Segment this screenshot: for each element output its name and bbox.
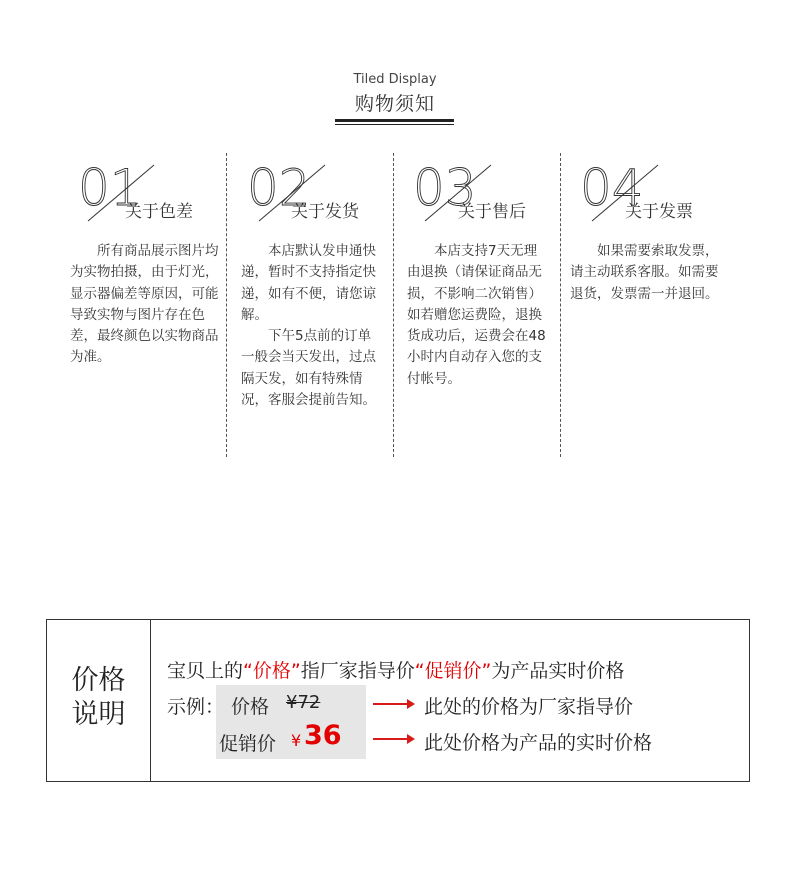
notice-paragraph: 如果需要索取发票，请主动联系客服。如需要退货，发票需一并退回。 [570,243,719,302]
quoted-promo: “促销价” [414,660,492,682]
promo-currency: ¥ [291,731,302,750]
notice-after-sales [407,155,567,455]
notice-invoice [570,155,730,455]
price-explanation-label [47,664,150,732]
example-label: 示例： [167,696,225,718]
notice-color-difference [70,155,230,455]
notice-title: 关于售后 [458,202,526,222]
notice-title: 关于发货 [291,202,359,222]
example-promo-price: 36 [304,720,342,751]
notice-title: 关于发票 [625,202,693,222]
notice-title: 关于色差 [125,202,193,222]
label-line-2: 说明 [71,699,126,730]
price-definition-line [167,656,624,683]
explain-promo-price: 此处价格为产品的实时价格 [424,732,653,754]
number-label: 02 [247,159,311,217]
notice-paragraph: 下午5点前的订单一般会当天发出，过点隔天发，如有特殊情况，客服会提前告知。 [241,328,376,409]
notice-paragraph: 本店默认发申通快递，暂时不支持指定快递，如有不便，请您谅解。 [241,243,376,323]
explain-list-price: 此处的价格为厂家指导价 [424,696,634,718]
quoted-price: “价格” [243,660,301,682]
page-title: 购物须知 [354,93,435,115]
example-promo-label: 促销价 [219,733,277,755]
column-divider [560,153,561,457]
price-explanation-box [46,619,750,782]
number-label: 04 [580,159,644,217]
notice-body [241,241,381,411]
title-underline-thin [335,124,454,125]
text: 宝贝上的 [167,660,244,682]
number-label: 03 [413,159,477,217]
example-price-label: 价格 [231,696,270,718]
number-label: 01 [78,159,142,217]
column-divider [226,153,227,457]
notice-body [570,241,730,305]
column-divider [393,153,394,457]
arrow-right-icon [373,738,413,740]
notice-body [70,241,224,369]
arrow-right-icon [373,703,413,705]
notice-paragraph: 本店支持7天无理由退换（请保证商品无损，不影响二次销售）如若赠您运费险，退换货成功后，运费会在48小时内自动存入您的支付帐号。 [407,243,546,387]
label-line-1: 价格 [71,665,126,696]
text: 为产品实时价格 [491,660,625,682]
example-list-price: ¥72 [286,692,321,713]
notice-paragraph: 所有商品展示图片均为实物拍摄，由于灯光，显示器偏差等原因，可能导致实物与图片存在色差，最终颜色以实物商品为准。 [70,243,219,366]
box-divider [150,620,151,781]
notice-body [407,241,547,390]
title-underline-thick [335,119,454,122]
text: 指厂家指导价 [300,660,415,682]
notice-shipping [241,155,401,455]
header-subtitle: Tiled Display [353,72,437,87]
